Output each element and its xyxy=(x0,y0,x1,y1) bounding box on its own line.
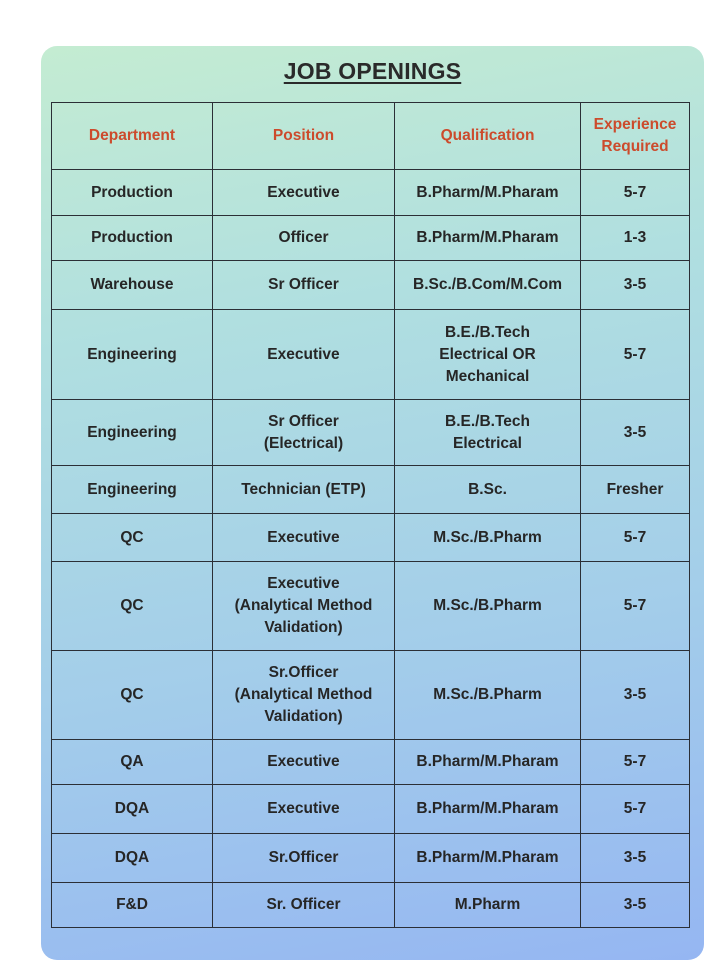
cell-department: Warehouse xyxy=(52,261,213,310)
header-position: Position xyxy=(213,103,395,170)
cell-department: Engineering xyxy=(52,466,213,514)
cell-position: Sr. Officer xyxy=(213,883,395,928)
cell-position: Executive xyxy=(213,310,395,400)
table-row xyxy=(52,514,690,562)
table-row xyxy=(52,261,690,310)
cell-department: F&D xyxy=(52,883,213,928)
cell-qualification: B.Pharm/M.Pharam xyxy=(395,785,581,834)
cell-department: Production xyxy=(52,216,213,261)
table-row xyxy=(52,834,690,883)
cell-qualification: B.Pharm/M.Pharam xyxy=(395,216,581,261)
cell-qualification: B.Pharm/M.Pharam xyxy=(395,170,581,216)
cell-experience: 3-5 xyxy=(581,651,690,740)
cell-position: Executive xyxy=(213,514,395,562)
cell-experience: 5-7 xyxy=(581,562,690,651)
cell-experience: 3-5 xyxy=(581,400,690,466)
cell-experience: 5-7 xyxy=(581,785,690,834)
cell-qualification: M.Sc./B.Pharm xyxy=(395,651,581,740)
cell-department: QC xyxy=(52,562,213,651)
table-row xyxy=(52,466,690,514)
cell-experience: 3-5 xyxy=(581,883,690,928)
cell-department: QC xyxy=(52,651,213,740)
cell-qualification: M.Pharm xyxy=(395,883,581,928)
cell-experience: 5-7 xyxy=(581,310,690,400)
cell-qualification: B.Pharm/M.Pharam xyxy=(395,834,581,883)
page-title: JOB OPENINGS xyxy=(283,58,462,84)
cell-position: Officer xyxy=(213,216,395,261)
cell-position: Sr.Officer xyxy=(213,834,395,883)
table-row xyxy=(52,170,690,216)
table-row xyxy=(52,400,690,466)
job-openings-card xyxy=(41,46,704,960)
cell-department: Production xyxy=(52,170,213,216)
header-qualification: Qualification xyxy=(395,103,581,170)
cell-experience: Fresher xyxy=(581,466,690,514)
cell-department: Engineering xyxy=(52,310,213,400)
cell-position: Sr.Officer (Analytical Method Validation) xyxy=(213,651,395,740)
cell-position: Executive xyxy=(213,740,395,785)
table-row xyxy=(52,883,690,928)
cell-experience: 5-7 xyxy=(581,514,690,562)
cell-qualification: M.Sc./B.Pharm xyxy=(395,514,581,562)
cell-position: Sr Officer xyxy=(213,261,395,310)
cell-experience: 5-7 xyxy=(581,170,690,216)
table-row xyxy=(52,651,690,740)
cell-department: QA xyxy=(52,740,213,785)
cell-department: DQA xyxy=(52,785,213,834)
cell-qualification: B.Sc. xyxy=(395,466,581,514)
cell-position: Executive xyxy=(213,170,395,216)
table-row xyxy=(52,562,690,651)
table-row xyxy=(52,740,690,785)
cell-department: Engineering xyxy=(52,400,213,466)
header-experience: Experience Required xyxy=(581,103,690,170)
cell-position: Executive (Analytical Method Validation) xyxy=(213,562,395,651)
cell-department: DQA xyxy=(52,834,213,883)
job-openings-table xyxy=(51,102,690,928)
table-row xyxy=(52,216,690,261)
cell-experience: 3-5 xyxy=(581,834,690,883)
cell-experience: 3-5 xyxy=(581,261,690,310)
cell-qualification: B.E./B.Tech Electrical xyxy=(395,400,581,466)
cell-qualification: B.Pharm/M.Pharam xyxy=(395,740,581,785)
table-header-row xyxy=(52,103,690,170)
cell-experience: 5-7 xyxy=(581,740,690,785)
cell-position: Executive xyxy=(213,785,395,834)
cell-position: Sr Officer (Electrical) xyxy=(213,400,395,466)
cell-experience: 1-3 xyxy=(581,216,690,261)
header-department: Department xyxy=(52,103,213,170)
table-row xyxy=(52,785,690,834)
cell-qualification: B.Sc./B.Com/M.Com xyxy=(395,261,581,310)
cell-qualification: B.E./B.Tech Electrical OR Mechanical xyxy=(395,310,581,400)
cell-qualification: M.Sc./B.Pharm xyxy=(395,562,581,651)
table-row xyxy=(52,310,690,400)
cell-position: Technician (ETP) xyxy=(213,466,395,514)
cell-department: QC xyxy=(52,514,213,562)
